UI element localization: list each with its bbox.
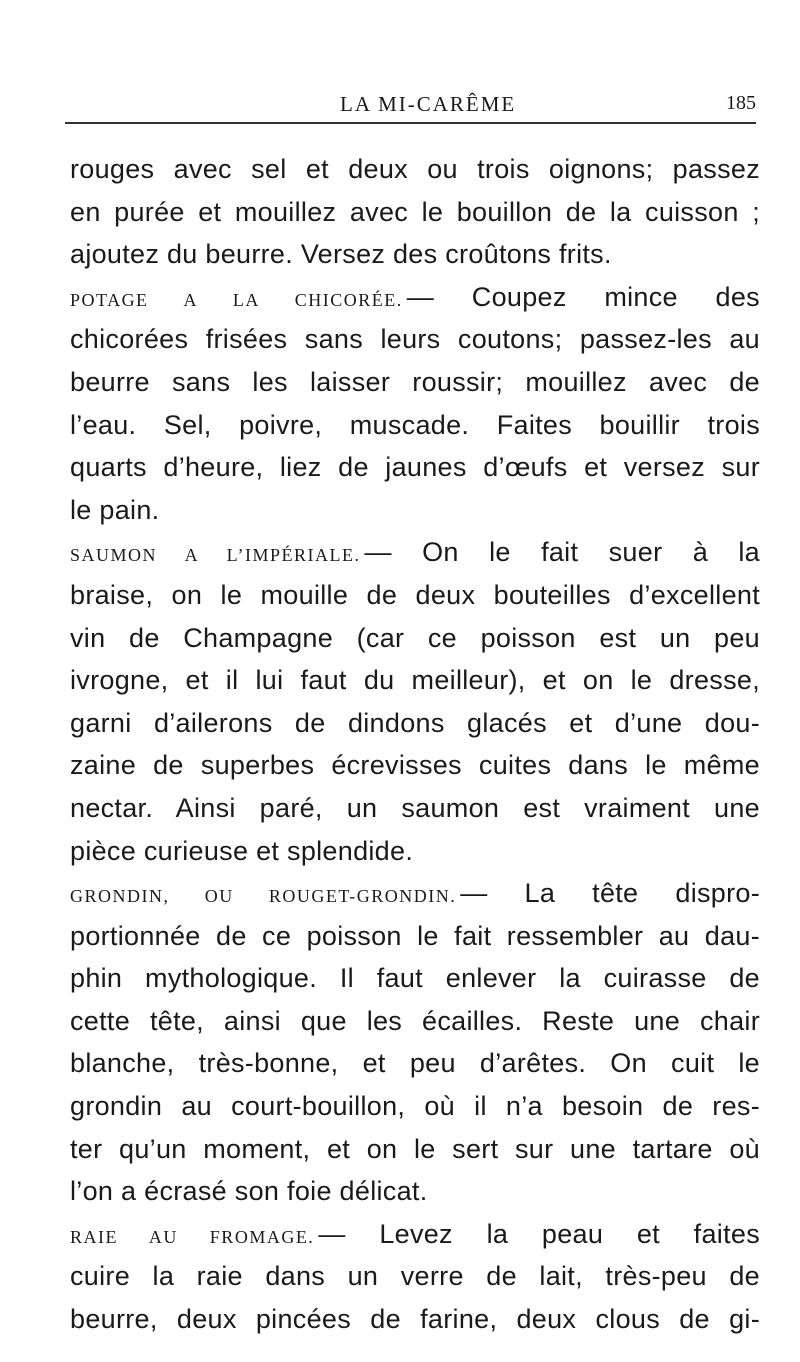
text-line: ter qu’un moment, et on le sert sur une tartare où <box>70 1133 760 1164</box>
recipe-heading: SAUMON A L’IMPÉRIALE. <box>70 545 361 566</box>
recipe-heading: GRONDIN, OU ROUGET-GRONDIN. <box>70 886 457 907</box>
text-line: phin mythologique. Il faut enlever la cuirasse de <box>70 963 760 994</box>
text-line: en purée et mouillez avec le bouillon de la cuisson ; <box>70 196 760 227</box>
text-line: grondin au court-bouillon, où il n’a besoin de res- <box>70 1091 760 1122</box>
running-head <box>0 82 800 122</box>
text-line: zaine de superbes écrevisses cuites dans le même <box>70 750 760 781</box>
recipe-heading: POTAGE A LA CHICORÉE. <box>70 289 403 310</box>
text-line: beurre, deux pincées de farine, deux clous de gi- <box>70 1304 760 1335</box>
recipe-heading: RAIE AU FROMAGE. <box>70 1226 315 1247</box>
text-line: le pain. <box>70 494 160 525</box>
text-line: quarts d’heure, liez de jaunes d’œufs et versez sur <box>70 452 760 483</box>
text-fragment: — La tête dispro- <box>460 878 760 909</box>
recipe-first-line <box>70 1213 760 1256</box>
text-line: blanche, très-bonne, et peu d’arêtes. On cuit le <box>70 1048 760 1079</box>
body-text <box>70 148 760 1341</box>
text-line: cette tête, ainsi que les écailles. Reste une chair <box>70 1005 760 1036</box>
text-fragment: — Levez la peau et faites <box>318 1218 760 1249</box>
text-fragment: — On le fait suer à la <box>364 537 760 568</box>
text-line: pièce curieuse et splendide. <box>70 835 414 866</box>
text-line: cuire la raie dans un verre de lait, très-peu de <box>70 1261 760 1292</box>
page-number: 185 <box>726 92 756 114</box>
recipe-first-line <box>70 872 760 915</box>
recipe-first-line <box>70 276 760 319</box>
recipe-first-line <box>70 531 760 574</box>
header-rule <box>65 122 756 124</box>
text-line: beurre sans les laisser roussir; mouillez avec de <box>70 366 760 397</box>
text-line: ajoutez du beurre. Versez des croûtons frits. <box>70 239 612 270</box>
text-line: ivrogne, et il lui faut du meilleur), et on le dresse, <box>70 665 760 696</box>
text-fragment: — Coupez mince des <box>406 281 760 312</box>
text-line: garni d’ailerons de dindons glacés et d’une dou- <box>70 707 760 738</box>
text-line: braise, on le mouille de deux bouteilles d’excellent <box>70 579 760 610</box>
text-line: vin de Champagne (car ce poisson est un peu <box>70 622 760 653</box>
text-line: l’on a écrasé son foie délicat. <box>70 1176 428 1207</box>
text-line: portionnée de ce poisson le fait ressembler au dau- <box>70 920 760 951</box>
text-line: nectar. Ainsi paré, un saumon est vraiment une <box>70 792 760 823</box>
text-line: rouges avec sel et deux ou trois oignons; passez <box>70 154 760 184</box>
text-line: chicorées frisées sans leurs coutons; passez-les au <box>70 324 760 355</box>
text-line: l’eau. Sel, poivre, muscade. Faites bouillir trois <box>70 409 760 440</box>
running-title: LA MI-CARÊME <box>340 92 517 116</box>
